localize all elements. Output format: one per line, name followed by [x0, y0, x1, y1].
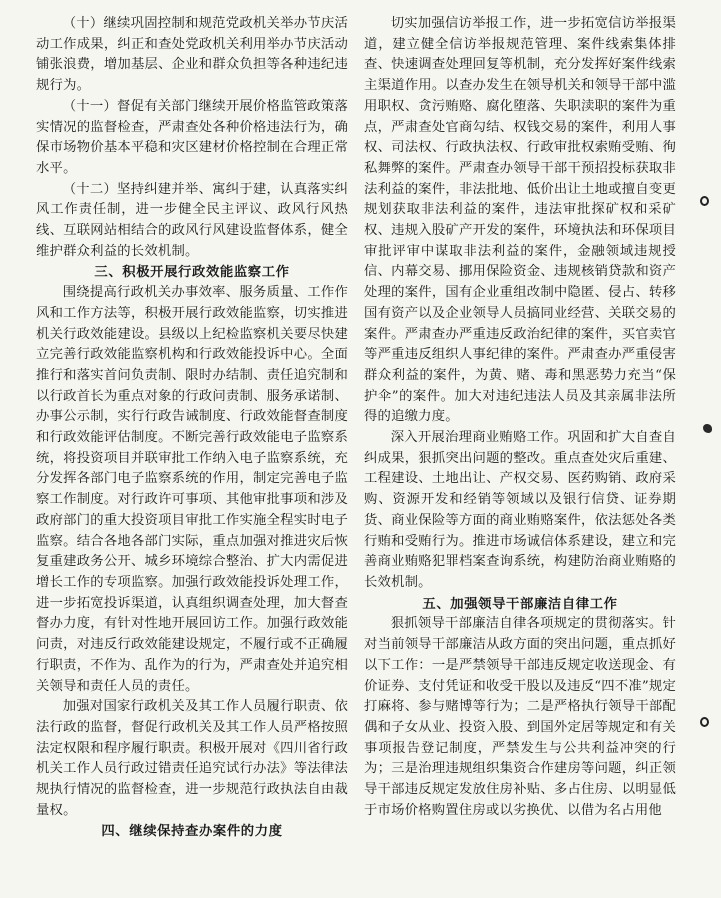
paragraph-commercial-bribery: 深入开展治理商业贿赂工作。巩固和扩大自查自纠成果，狠抓突出问题的整改。重点查处灾后重建、工程建设、土地出让、产权交易、医药购销、政府采购、资源开发和经销等领域以及银行信贷、证券期货、商业保险等方面的商业贿赂案件，依法惩处各类行贿和受贿行为。推进市场诚信体系建设，建立和完善商业贿赂犯罪档案查询系统，构建防治商业贿赂的长效机制。 — [364, 430, 676, 590]
paragraph-case-handling: 切实加强信访举报工作，进一步拓宽信访举报渠道，建立健全信访举报规范管理、案件线索集体排查、快速调查处理回复等机制，充分发挥好案件线索主渠道作用。以查办发生在领导机关和领导干部中滥用职权、贪污贿赂、腐化堕落、失职渎职的案件为重点，严肃查处官商勾结、权钱交易的案件，利用人事权、司法权、行政执法权、行政审批权索贿受贿、徇私舞弊的案件。严肃查办领导干部干预招投标获取非法利益的案件，非法批地、低价出让土地或擅自变更规划获取非法利益的案件，违法审批探矿权和采矿权、违规入股矿产开发的案件，环境执法和环保项目审批评审中谋取非法利益的案件，金融领域违规授信、内幕交易、挪用保险资金、违规核销贷款和资产处理的案件，国有企业重组改制中隐匿、侵占、转移国有资产以及企业领导人员搞同业经营、关联交易的案件。严肃查办严重违反政治纪律的案件，买官卖官等严重违反组织人事纪律的案件。严肃查办严重侵害群众利益的案件，为黄、赌、毒和黑恶势力充当“保护伞”的案件。加大对违纪违法人员及其亲属非法所得的追缴力度。 — [364, 16, 676, 425]
left-column — [36, 14, 348, 890]
paragraph-item-10: （十）继续巩固控制和规范党政机关举办节庆活动工作成果，纠正和查处党政机关利用举办节庆活动铺张浪费，增加基层、企业和群众负担等各种违纪违规行为。 — [36, 16, 348, 94]
binding-hole-mark-bottom — [700, 717, 709, 727]
scan-blot-mark — [703, 424, 712, 433]
section-heading-5: 五、加强领导干部廉洁自律工作 — [422, 595, 618, 612]
paragraph-item-11: （十一）督促有关部门继续开展价格监管政策落实情况的监督检查，严肃查处各种价格违法行为，确保市场物价基本平稳和灾区建材价格控制在合理正常水平。 — [36, 98, 348, 176]
paragraph-efficiency-supervision: 围绕提高行政机关办事效率、服务质量、工作作风和工作方法等，积极开展行政效能监察，切实推进机关行政效能建设。县级以上纪检监察机关要尽快建立完善行政效能监察机构和行政效能投诉中心。全面推行和落实首问负责制、限时办结制、责任追究制和以行政首长为重点对象的行政问责制、服务承诺制、办事公示制，实行行政告诫制度、行政效能督查制度和行政效能评估制度。不断完善行政效能电子监察系统，将投资项目并联审批工作纳入电子监察系统，充分发挥各部门电子监察系统的作用，制定完善电子监察工作制度。对行政许可事项、其他审批事项和涉及政府部门的重大投资项目审批工作实施全程实时电子监察。结合各地各部门实际，重点加强对推进灾后恢复重建政务公开、城乡环境综合整治、扩大内需促进增长工作的专项监察。加强行政效能投诉处理工作，进一步拓宽投诉渠道，认真组织调查处理，加大督查督办力度，有针对性地开展回访工作。加强行政效能问责，对违反行政效能建设规定，不履行或不正确履行职责，不作为、乱作为的行为，严肃查处并追究相关领导和责任人员的责任。 — [36, 285, 348, 694]
binding-hole-mark-top — [700, 196, 709, 206]
paragraph-administrative-supervision: 加强对国家行政机关及其工作人员履行职责、依法行政的监督，督促行政机关及其工作人员严格按照法定权限和程序履行职责。积极开展对《四川省行政机关工作人员行政过错责任追究试行办法》等法律法规执行情况的监督检查，进一步规范行政执法自由裁量权。 — [36, 699, 348, 818]
paragraph-self-discipline: 狠抓领导干部廉洁自律各项规定的贯彻落实。针对当前领导干部廉洁从政方面的突出问题，重点抓好以下工作：一是严禁领导干部违反规定收送现金、有价证券、支付凭证和收受干股以及违反“四不准”规定打麻将、参与赌博等行为；二是严格执行领导干部配偶和子女从业、投资入股、到国外定居等规定和有关事项报告登记制度，严禁发生与公共利益冲突的行为；三是治理违规组织集资合作建房等问题，纠正领导干部违反规定发放住房补贴、多占住房、以明显低于市场价格购置住房或以劣换优、以借为名占用他 — [364, 616, 676, 818]
right-column — [364, 14, 676, 890]
section-heading-4: 四、继续保持查办案件的力度 — [101, 823, 283, 840]
section-heading-3: 三、积极开展行政效能监察工作 — [94, 264, 290, 281]
paragraph-item-12: （十二）坚持纠建并举、寓纠于建，认真落实纠风工作责任制，进一步健全民主评议、政风行风热线、互联网站相结合的政风行风建设监督体系，健全维护群众利益的长效机制。 — [36, 181, 348, 259]
